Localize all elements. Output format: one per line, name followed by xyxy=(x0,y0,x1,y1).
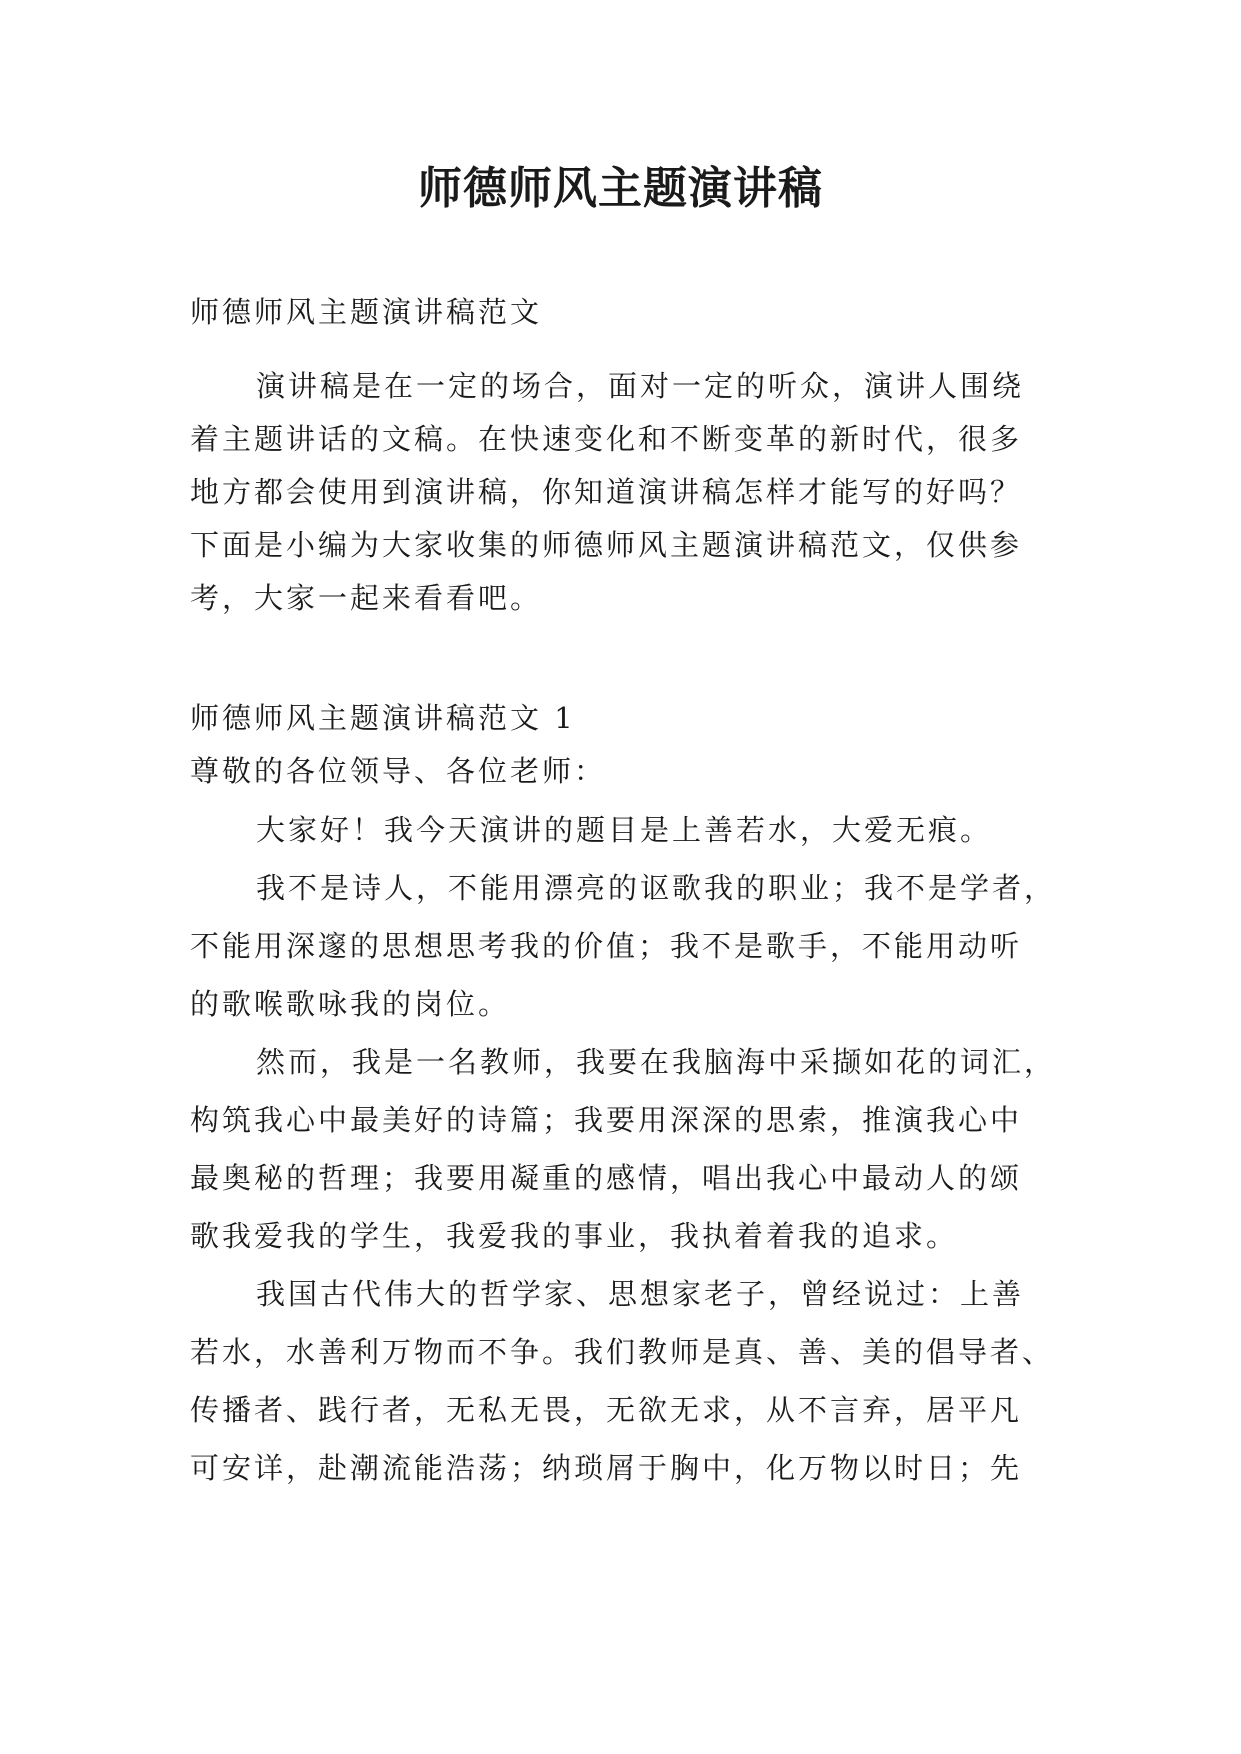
paragraph-line: 可安详，赴潮流能浩荡；纳琐屑于胸中，化万物以时日；先 xyxy=(190,1451,1023,1485)
paragraph-line: 的歌喉歌咏我的岗位。 xyxy=(190,987,511,1021)
salutation-line: 尊敬的各位领导、各位老师： xyxy=(190,754,607,788)
paragraph-line: 若水，水善利万物而不争。我们教师是真、善、美的倡导者、 xyxy=(190,1335,1055,1369)
subtitle-line: 师德师风主题演讲稿范文 xyxy=(190,295,543,329)
paragraph-line: 着主题讲话的文稿。在快速变化和不断变革的新时代，很多 xyxy=(190,422,1023,456)
paragraph-line: 构筑我心中最美好的诗篇；我要用深深的思索，推演我心中 xyxy=(190,1103,1023,1137)
paragraph-line: 我国古代伟大的哲学家、思想家老子，曾经说过：上善 xyxy=(256,1277,1025,1311)
paragraph-line: 考，大家一起来看看吧。 xyxy=(190,581,543,615)
paragraph-line: 歌我爱我的学生，我爱我的事业，我执着着我的追求。 xyxy=(190,1219,959,1253)
section-heading: 师德师风主题演讲稿范文 1 xyxy=(190,701,576,735)
paragraph-line: 演讲稿是在一定的场合，面对一定的听众，演讲人围绕 xyxy=(256,369,1025,403)
paragraph-line: 最奥秘的哲理；我要用凝重的感情，唱出我心中最动人的颂 xyxy=(190,1161,1023,1195)
paragraph-line: 然而，我是一名教师，我要在我脑海中采撷如花的词汇， xyxy=(256,1045,1057,1079)
paragraph-line: 不能用深邃的思想思考我的价值；我不是歌手，不能用动听 xyxy=(190,929,1023,963)
paragraph-line: 下面是小编为大家收集的师德师风主题演讲稿范文，仅供参 xyxy=(190,528,1023,562)
document-title: 师德师风主题演讲稿 xyxy=(418,163,823,214)
paragraph-line: 我不是诗人，不能用漂亮的讴歌我的职业；我不是学者， xyxy=(256,871,1057,905)
paragraph-line: 地方都会使用到演讲稿，你知道演讲稿怎样才能写的好吗？ xyxy=(190,475,1023,509)
paragraph-line: 传播者、践行者，无私无畏，无欲无求，从不言弃，居平凡 xyxy=(190,1393,1023,1427)
paragraph-line: 大家好！我今天演讲的题目是上善若水，大爱无痕。 xyxy=(256,813,993,847)
